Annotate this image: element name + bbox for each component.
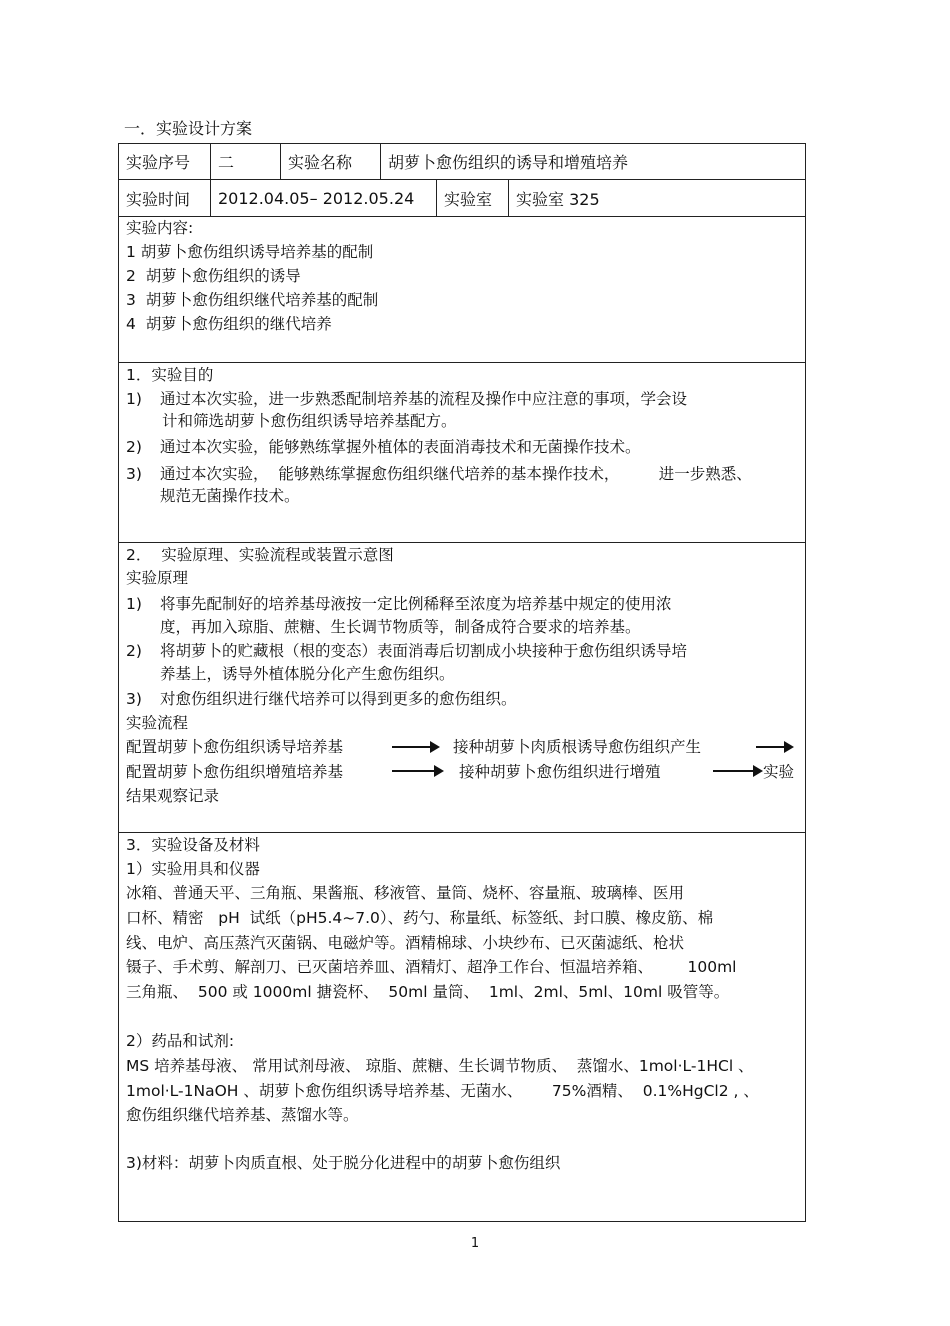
equipment-text: 三角瓶、 500 或 1000ml 搪瓷杯、 50ml 量筒、 1ml、2ml、5ml、10ml 吸管等。 xyxy=(126,983,730,1001)
list-number: 3) xyxy=(126,690,142,708)
reagent-subtitle: 2）药品和试剂: xyxy=(126,1032,235,1050)
principle-title: 2． 实验原理、实验流程或装置示意图 xyxy=(126,546,394,564)
flow-step: 配置胡萝卜愈伤组织增殖培养基 xyxy=(126,763,344,781)
flow-step: 接种胡萝卜愈伤组织进行增殖 xyxy=(459,763,661,781)
name-label: 实验名称 xyxy=(281,144,381,179)
principle-subtitle: 实验原理 xyxy=(126,569,189,587)
time-label: 实验时间 xyxy=(119,180,211,216)
principle-text: 对愈伤组织进行继代培养可以得到更多的愈伤组织。 xyxy=(160,690,517,708)
equipment-title: 3．实验设备及材料 xyxy=(126,836,260,854)
arrow-right-icon xyxy=(756,746,792,748)
reagent-text: 愈伤组织继代培养基、蒸馏水等。 xyxy=(126,1106,359,1124)
purpose-text: 计和筛选胡萝卜愈伤组织诱导培养基配方。 xyxy=(162,412,457,430)
list-number: 2) xyxy=(126,642,142,660)
purpose-section xyxy=(118,362,806,543)
arrow-right-icon xyxy=(392,746,438,748)
equipment-text: 口杯、精密 pH 试纸（pH5.4~7.0）、药勺、称量纸、标签纸、封口膜、橡皮筋、棉 xyxy=(126,909,714,927)
equipment-text: 冰箱、普通天平、三角瓶、果酱瓶、移液管、量筒、烧杯、容量瓶、玻璃棒、医用 xyxy=(126,884,685,902)
name-value: 胡萝卜愈伤组织的诱导和增殖培养 xyxy=(388,153,629,172)
principle-section xyxy=(118,542,806,833)
reagent-text: MS 培养基母液、 常用试剂母液、 琼脂、蔗糖、生长调节物质、 蒸馏水、1mol·L-1HCl 、 xyxy=(126,1057,754,1075)
flow-subtitle: 实验流程 xyxy=(126,714,189,732)
list-number: 1) xyxy=(126,595,142,613)
list-number: 2) xyxy=(126,438,142,456)
flow-step: 实验 xyxy=(763,763,795,781)
content-title: 实验内容: xyxy=(126,219,194,237)
equipment-text: 线、电炉、高压蒸汽灭菌锅、电磁炉等。酒精棉球、小块纱布、已灭菌滤纸、枪状 xyxy=(126,934,685,952)
arrow-right-icon xyxy=(713,770,761,772)
purpose-text: 通过本次实验，能够熟练掌握外植体的表面消毒技术和无菌操作技术。 xyxy=(160,438,641,456)
equipment-text: 镊子、手术剪、解剖刀、已灭菌培养皿、酒精灯、超净工作台、恒温培养箱、 100ml xyxy=(126,958,737,976)
reagent-text: 1mol·L-1NaOH 、胡萝卜愈伤组织诱导培养基、无菌水、 75%酒精、 0.1%HgCl2 , 、 xyxy=(126,1082,759,1100)
purpose-text: 规范无菌操作技术。 xyxy=(160,487,300,505)
header-row-2 xyxy=(118,179,806,217)
principle-text: 将事先配制好的培养基母液按一定比例稀释至浓度为培养基中规定的使用浓 xyxy=(160,595,672,613)
equipment-section xyxy=(118,832,806,1222)
flow-step: 结果观察记录 xyxy=(126,787,220,805)
equipment-subtitle: 1）实验用具和仪器 xyxy=(126,860,260,878)
flow-step: 接种胡萝卜肉质根诱导愈伤组织产生 xyxy=(453,738,702,756)
content-item: 2 胡萝卜愈伤组织的诱导 xyxy=(126,267,301,285)
section-heading: 一．实验设计方案 xyxy=(124,119,253,138)
header-row-1 xyxy=(118,143,806,180)
seq-label: 实验序号 xyxy=(119,144,211,179)
purpose-title: 1．实验目的 xyxy=(126,366,214,384)
content-item: 3 胡萝卜愈伤组织继代培养基的配制 xyxy=(126,291,379,309)
principle-text: 度，再加入琼脂、蔗糖、生长调节物质等，制备成符合要求的培养基。 xyxy=(160,618,641,636)
content-item: 4 胡萝卜愈伤组织的继代培养 xyxy=(126,315,332,333)
time-value: 2012.04.05– 2012.05.24 xyxy=(211,180,437,216)
lab-value: 实验室 325 xyxy=(516,189,600,209)
material-text: 3)材料：胡萝卜肉质直根、处于脱分化进程中的胡萝卜愈伤组织 xyxy=(126,1154,561,1172)
arrow-right-icon xyxy=(392,770,442,772)
lab-label: 实验室 xyxy=(437,180,509,216)
purpose-text: 通过本次实验， 能够熟练掌握愈伤组织继代培养的基本操作技术， 进一步熟悉、 xyxy=(160,465,752,483)
page-number: 1 xyxy=(470,1236,480,1251)
principle-text: 将胡萝卜的贮藏根（根的变态）表面消毒后切割成小块接种于愈伤组织诱导培 xyxy=(160,642,688,660)
content-item: 1 胡萝卜愈伤组织诱导培养基的配制 xyxy=(126,243,374,261)
seq-value: 二 xyxy=(211,144,281,179)
list-number: 3) xyxy=(126,465,142,483)
principle-text: 养基上，诱导外植体脱分化产生愈伤组织。 xyxy=(160,665,455,683)
purpose-text: 通过本次实验，进一步熟悉配制培养基的流程及操作中应注意的事项，学会设 xyxy=(160,390,688,408)
flow-step: 配置胡萝卜愈伤组织诱导培养基 xyxy=(126,738,344,756)
content-section xyxy=(118,217,806,363)
list-number: 1) xyxy=(126,390,142,408)
